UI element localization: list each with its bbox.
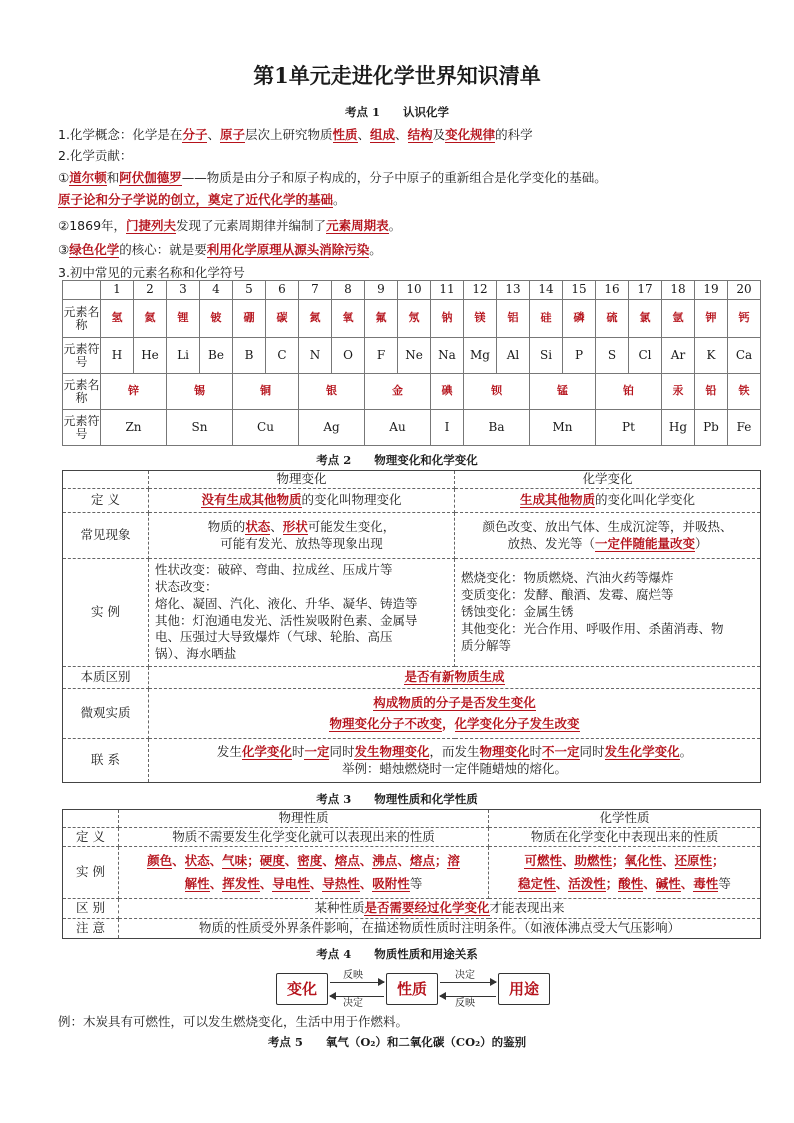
property-term: 碱性: [655, 875, 681, 891]
example-line: 变质变化：发酵、酿酒、发霉、腐烂等: [461, 587, 674, 603]
example-line: 电、压强过大导致爆炸（气球、轮胎、高压: [155, 629, 393, 645]
header-chemical-change: 化学变化: [455, 471, 761, 489]
property-term: 、: [172, 853, 185, 869]
element-name-cell: 锡: [167, 374, 233, 410]
example-line: 燃烧变化：物质燃烧、汽油火药等爆炸: [461, 570, 674, 586]
section-5-title: 考点 5 氧气（O₂）和二氧化碳（CO₂）的鉴别: [267, 1035, 527, 1049]
label-reflect-2: 反映: [455, 998, 475, 1009]
row-label-essence: 本质区别: [63, 667, 149, 689]
element-name-cell: 氮: [299, 300, 332, 338]
row-label-definition: 定 义: [63, 828, 119, 847]
line-dalton: ①道尔顿和阿伏伽德罗——物质是由分子和原子构成的，分子中原子的重新组合是化学变化的基础。: [58, 170, 607, 185]
property-term: 活泼性: [568, 875, 606, 891]
element-symbol-cell: Al: [497, 338, 530, 374]
property-term: 密度: [297, 853, 323, 869]
element-symbol-cell: K: [695, 338, 728, 374]
atomic-number-cell: 1: [101, 281, 134, 300]
row-label-relation: 联 系: [63, 739, 149, 783]
property-term: 溶: [447, 853, 460, 869]
element-name-cell: 铅: [695, 374, 728, 410]
property-term: 熔点: [334, 853, 360, 869]
element-name-cell: 碘: [431, 374, 464, 410]
atomic-number-cell: 3: [167, 281, 200, 300]
section-1-title: 考点 1 认识化学: [344, 105, 449, 119]
example-line: 其他变化：光合作用、呼吸作用、杀菌消毒、物: [461, 620, 724, 636]
atomic-number-cell: 10: [398, 281, 431, 300]
property-term: 毒性: [693, 875, 719, 891]
example-line: 质分解等: [461, 637, 512, 653]
row-label-examples: 实 例: [63, 847, 119, 899]
property-term: 等: [718, 875, 731, 891]
element-name-cell: 氟: [365, 300, 398, 338]
atomic-number-cell: 2: [134, 281, 167, 300]
element-symbol-cell: Cl: [629, 338, 662, 374]
element-name-cell: 氧: [332, 300, 365, 338]
atomic-number-cell: 9: [365, 281, 398, 300]
element-name-cell: 钠: [431, 300, 464, 338]
example-line: 锈蚀变化：金属生锈: [461, 604, 574, 620]
section-3-title: 考点 3 物理性质和化学性质: [316, 792, 478, 806]
micro-value: 构成物质的分子是否发生变化 物理变化分子不改变，化学变化分子发生改变: [149, 689, 761, 739]
row-label-phenomena: 常见现象: [63, 513, 149, 559]
element-symbol-cell: Cu: [233, 410, 299, 446]
element-name-cell: 锰: [530, 374, 596, 410]
header-physical-property: 物理性质: [119, 810, 489, 828]
element-symbol-cell: Ar: [662, 338, 695, 374]
section-4-title: 考点 4 物质性质和用途关系: [316, 947, 478, 961]
property-term: ；: [605, 875, 619, 891]
row-label-symbol: 元素符号: [63, 338, 101, 374]
row-label-name: 元素名称: [63, 300, 101, 338]
row-label-definition: 定 义: [63, 489, 149, 513]
element-name-cell: 磷: [563, 300, 596, 338]
line-mendeleev: ②1869年，门捷列夫发现了元素周期律并编制了元素周期表。: [58, 218, 402, 233]
atomic-number-cell: 5: [233, 281, 266, 300]
element-name-cell: 钡: [464, 374, 530, 410]
arrow-right-2: [440, 982, 496, 983]
element-name-cell: 铝: [497, 300, 530, 338]
element-name-cell: 氦: [134, 300, 167, 338]
property-term: 、: [555, 875, 569, 891]
box-property: 性质: [386, 973, 438, 1005]
row-label-micro: 微观实质: [63, 689, 149, 739]
arrow-right-1: [330, 982, 384, 983]
element-name-cell: 铁: [728, 374, 761, 410]
element-name-cell: 硅: [530, 300, 563, 338]
line-contribution: 2.化学贡献：: [58, 148, 133, 163]
example-line: 锅）、海水晒盐: [155, 646, 237, 662]
change-table: [62, 470, 761, 783]
element-symbol-cell: N: [299, 338, 332, 374]
phen-chemical: 颜色改变、放出气体、生成沉淀等，并吸热、 放热、发光等（一定伴随能量改变）: [455, 513, 761, 559]
property-term: 、: [259, 875, 273, 891]
phen-physical: 物质的状态、形状可能发生变化， 可能有发光、放热等现象出现: [149, 513, 455, 559]
element-symbol-cell: Hg: [662, 410, 695, 446]
element-symbol-cell: Si: [530, 338, 563, 374]
property-term: ；: [611, 853, 625, 869]
property-term: 、: [643, 875, 656, 891]
atomic-number-cell: 4: [200, 281, 233, 300]
examples-physical: [149, 559, 455, 667]
atomic-number-cell: 18: [662, 281, 695, 300]
property-term: 挥发性: [222, 875, 260, 891]
box-use: 用途: [498, 973, 550, 1005]
element-symbol-cell: F: [365, 338, 398, 374]
example-line: 状态改变：: [155, 578, 218, 594]
element-symbol-cell: H: [101, 338, 134, 374]
property-term: ；: [247, 853, 260, 869]
line-elements-intro: 3.初中常见的元素名称和化学符号: [58, 265, 245, 280]
element-symbol-cell: I: [431, 410, 464, 446]
property-term: 气味: [222, 853, 248, 869]
element-symbol-cell: Au: [365, 410, 431, 446]
atomic-number-cell: 20: [728, 281, 761, 300]
property-term: 、: [309, 875, 323, 891]
property-term: 等: [409, 875, 423, 891]
element-name-cell: 铂: [596, 374, 662, 410]
property-table: [62, 809, 761, 939]
property-term: ；: [712, 853, 725, 869]
property-term: 导热性: [322, 875, 360, 891]
element-symbol-cell: He: [134, 338, 167, 374]
header-physical-change: 物理变化: [149, 471, 455, 489]
atomic-number-cell: 19: [695, 281, 728, 300]
atomic-number-cell: 15: [563, 281, 596, 300]
line-atomic-theory: 原子论和分子学说的创立，奠定了近代化学的基础。: [58, 192, 346, 207]
examples-physical-property: [119, 847, 489, 899]
property-term: 颜色: [147, 853, 173, 869]
example-line: 熔化、凝固、汽化、液化、升华、凝华、铸造等: [155, 595, 418, 611]
atomic-number-cell: 17: [629, 281, 662, 300]
row-label-difference: 区 别: [63, 899, 119, 919]
property-term: 导电性: [272, 875, 310, 891]
property-term: 、: [359, 875, 373, 891]
element-symbol-cell: Mg: [464, 338, 497, 374]
atomic-number-cell: 14: [530, 281, 563, 300]
element-name-cell: 氩: [662, 300, 695, 338]
property-term: 酸性: [618, 875, 644, 891]
element-name-cell: 钙: [728, 300, 761, 338]
property-term: 吸附性: [372, 875, 410, 891]
box-change: 变化: [276, 973, 328, 1005]
atomic-number-cell: 16: [596, 281, 629, 300]
examples-chemical-property: [489, 847, 761, 899]
header-chemical-property: 化学性质: [489, 810, 761, 828]
property-term: 熔点: [409, 853, 435, 869]
atomic-number-cell: 8: [332, 281, 365, 300]
element-name-cell: 铍: [200, 300, 233, 338]
property-term: 、: [209, 853, 223, 869]
element-name-cell: 镁: [464, 300, 497, 338]
line-concept: 1.化学概念：化学是在分子、原子层次上研究物质性质、组成、结构及变化规律的科学: [58, 127, 533, 142]
atomic-number-cell: 7: [299, 281, 332, 300]
example-line: 例：木炭具有可燃性，可以发生燃烧变化，生活中用于作燃料。: [58, 1014, 409, 1029]
label-reflect-1: 反映: [343, 970, 363, 981]
property-term: ；: [434, 853, 448, 869]
element-symbol-cell: P: [563, 338, 596, 374]
element-symbol-cell: Pb: [695, 410, 728, 446]
element-name-cell: 金: [365, 374, 431, 410]
difference-value: 某种性质是否需要经过化学变化才能表现出来: [119, 899, 761, 919]
element-symbol-cell: B: [233, 338, 266, 374]
def-chemical: 生成其他物质的变化叫化学变化: [455, 489, 761, 513]
element-name-cell: 锌: [101, 374, 167, 410]
property-term: 、: [322, 853, 335, 869]
element-name-cell: 锂: [167, 300, 200, 338]
def-chemical-property: 物质在化学变化中表现出来的性质: [489, 828, 761, 847]
element-symbol-cell: Fe: [728, 410, 761, 446]
element-name-cell: 氯: [629, 300, 662, 338]
property-term: 、: [284, 853, 298, 869]
label-decide-2: 决定: [455, 970, 475, 981]
element-symbol-cell: Pt: [596, 410, 662, 446]
element-name-cell: 钾: [695, 300, 728, 338]
line-green-chem: ③绿色化学的核心：就是要利用化学原理从源头消除污染。: [58, 242, 382, 257]
property-term: 状态: [184, 853, 210, 869]
atomic-number-cell: 11: [431, 281, 464, 300]
element-symbol-cell: Li: [167, 338, 200, 374]
label-decide-1: 决定: [343, 998, 363, 1009]
property-term: 、: [561, 853, 575, 869]
property-term: 可燃性: [524, 853, 562, 869]
elements-table: [62, 280, 761, 446]
element-name-cell: 硼: [233, 300, 266, 338]
element-symbol-cell: Ag: [299, 410, 365, 446]
property-term: 、: [359, 853, 373, 869]
element-symbol-cell: Zn: [101, 410, 167, 446]
row-label-examples: 实 例: [63, 559, 149, 667]
example-line: 性状改变：破碎、弯曲、拉成丝、压成片等: [155, 561, 393, 577]
element-name-cell: 银: [299, 374, 365, 410]
element-symbol-cell: Mn: [530, 410, 596, 446]
property-term: 、: [209, 875, 223, 891]
element-symbol-cell: C: [266, 338, 299, 374]
element-symbol-cell: S: [596, 338, 629, 374]
atomic-number-cell: 12: [464, 281, 497, 300]
element-name-cell: 汞: [662, 374, 695, 410]
property-term: 沸点: [372, 853, 398, 869]
page-title: 第1单元走进化学世界知识清单: [253, 63, 541, 88]
element-symbol-cell: O: [332, 338, 365, 374]
note-value: 物质的性质受外界条件影响，在描述物质性质时注明条件。（如液体沸点受大气压影响）: [119, 919, 761, 939]
property-term: 氧化性: [624, 853, 663, 869]
atomic-number-cell: 6: [266, 281, 299, 300]
property-term: 、: [397, 853, 410, 869]
def-physical-property: 物质不需要发生化学变化就可以表现出来的性质: [119, 828, 489, 847]
property-term: 还原性: [674, 853, 713, 869]
examples-chemical: [455, 559, 761, 667]
essence-value: 是否有新物质生成: [149, 667, 761, 689]
section-2-title: 考点 2 物理变化和化学变化: [316, 453, 478, 467]
element-name-cell: 硫: [596, 300, 629, 338]
element-symbol-cell: Ba: [464, 410, 530, 446]
element-symbol-cell: Sn: [167, 410, 233, 446]
property-term: 硬度: [259, 853, 285, 869]
element-symbol-cell: Be: [200, 338, 233, 374]
element-name-cell: 氢: [101, 300, 134, 338]
property-term: 解性: [184, 875, 210, 891]
property-term: 、: [662, 853, 675, 869]
element-symbol-cell: Ne: [398, 338, 431, 374]
property-term: 、: [680, 875, 694, 891]
element-name-cell: 氖: [398, 300, 431, 338]
row-label-name: 元素名称: [63, 374, 101, 410]
atomic-number-cell: 13: [497, 281, 530, 300]
element-name-cell: 碳: [266, 300, 299, 338]
def-physical: 没有生成其他物质的变化叫物理变化: [149, 489, 455, 513]
element-symbol-cell: Na: [431, 338, 464, 374]
row-label-note: 注 意: [63, 919, 119, 939]
property-term: 稳定性: [518, 875, 556, 891]
row-label-symbol: 元素符号: [63, 410, 101, 446]
example-line: 其他：灯泡通电发光、活性炭吸附色素、金属导: [155, 612, 418, 628]
relation-value: 发生化学变化时一定同时发生物理变化，而发生物理变化时不一定同时发生化学变化。 举例：蜡烛燃烧时一定伴随蜡烛的熔化。: [149, 739, 761, 783]
property-term: 助燃性: [574, 853, 612, 869]
element-name-cell: 铜: [233, 374, 299, 410]
element-symbol-cell: Ca: [728, 338, 761, 374]
